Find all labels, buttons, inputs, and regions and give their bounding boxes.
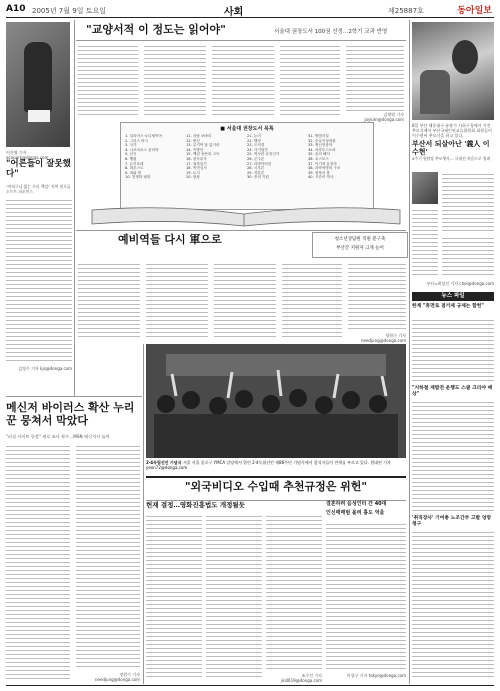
article1-body-col1 [78, 44, 138, 116]
article3-body-col5 [348, 262, 406, 332]
booklist-item: 37. 이기적 유전자 [308, 161, 337, 166]
booklist-item: 25. 역사란 무엇인가 [247, 152, 280, 157]
ad-subtitle: 부산간 지원자 크게 늘어 [336, 246, 384, 251]
article5-body-col1 [6, 444, 70, 680]
article2-subhead: "어처구니 없는 우리 책임" 지역 원로들 소프트 퍼포먼스 [6, 184, 71, 194]
booklist-item: 40. 시간의 역사 [308, 175, 334, 180]
booklist-item: 33. 정신현상학 [308, 143, 333, 148]
booklist-item: 6. 햄릿 [125, 156, 137, 161]
article6-subhead: 헌재 결정…영화진흥법도 개정될듯 [146, 501, 245, 509]
booklist-item: 28. 국부론 [247, 166, 265, 171]
article5-byline: 정원수 기자 needjung@donga.com [94, 672, 140, 682]
article4-body-col1 [442, 172, 494, 232]
news-file-item3-title: '취직장사' 기여총 노조간부 고발 엉망 청구 [412, 516, 492, 527]
article3-body-col3 [214, 262, 276, 338]
photo-caption-label: 2·4독립선언 기념식 [146, 460, 182, 465]
article1-body-col5 [346, 44, 404, 112]
booklist-column [308, 134, 369, 180]
newspaper-logo: 동아일보 [457, 6, 492, 16]
article3-body-col4 [282, 262, 342, 338]
article1-subhead: 서울대 권장도서 100권 선정…2학기 교과 반영 [274, 29, 388, 35]
booklist-item: 14. 이방인 [186, 147, 204, 152]
page-number: A10 [6, 4, 26, 14]
booklist-item: 29. 자본론 [247, 170, 265, 175]
booklist-column [186, 134, 247, 180]
booklist-item: 7. 돈키호테 [125, 161, 144, 166]
article3-body-col1 [78, 262, 140, 338]
booklist-title: ■ 서울대 권장도서 목록 [220, 126, 274, 132]
booklist-item: 23. 도덕경 [247, 143, 265, 148]
booklist-item: 11. 마담 보바리 [186, 134, 212, 138]
booklist-item: 16. 삼국유사 [186, 156, 207, 161]
booklist-item: 35. 꿈의 해석 [308, 152, 330, 157]
news-file-item1-body [412, 318, 494, 382]
booklist-item: 2. 그리스 비극 [125, 138, 149, 143]
article7-headline: 결혼하려 음성인터 간 40대 [326, 501, 387, 507]
section-title: 사회 [224, 7, 244, 18]
booklist-item: 8. 파우스트 [125, 166, 144, 171]
article1-headline: "교양서적 이 정도는 읽어야" [86, 23, 226, 36]
booklist-item: 3. 국가 [125, 143, 137, 148]
booklist-item: 24. 사기열전 [247, 147, 268, 152]
news-file-item3-body [412, 530, 494, 680]
right-photo-caption: 8일 부산 해운대구 유흥가 사하구청에서 가진 추모식에서 부산국제인권교류위원회 회원들이 이수현씨 추모식을 하고 있다. [412, 123, 492, 138]
booklist-item: 22. 맹자 [247, 138, 261, 143]
booklist-item: 30. 종의 기원 [247, 175, 269, 180]
article4-headline: 부산서 되살아난 '義人 이수현' [412, 140, 490, 157]
article4-body-col3 [442, 236, 494, 278]
open-book-icon [88, 206, 404, 228]
article6-byline: 조수진 기자 jin0619@donga.com [280, 673, 322, 683]
photo-caption-text: 서울 서울 종로구 YMCA 강당에서 열린 2·4독립선언 제86주년 기념식에서 참석자들이 만세를 부르고 있다. 원대연 기자 yeon72@donga.com [146, 460, 391, 470]
booklist-item: 9. 죄와 벌 [125, 170, 142, 175]
news-file-item2-body [412, 400, 494, 512]
ad-title: 청소년상담원 직원 분구축 [334, 237, 386, 242]
article6-headline: "외국비디오 수입때 추천규정은 위헌" [184, 480, 368, 493]
booklist-item: 17. 열하일기 [186, 161, 207, 166]
article1-body-col4 [280, 44, 340, 116]
article6-headline-box [146, 476, 406, 501]
booklist-item: 39. 침묵의 봄 [308, 170, 330, 175]
article4-subhead: 4주기 원탑장 추모행사… 국내선 처음으로 열려 [412, 156, 491, 161]
article1-body-col3 [212, 44, 274, 116]
article6-body-col2 [206, 514, 262, 680]
page-header [6, 3, 494, 18]
article4-byline: 부산=최성진 기자 choi@donga.com [426, 281, 494, 286]
article1-body-col2 [144, 44, 206, 116]
article7-subhead: 인신매매범 몰려 흉도 억울 [326, 510, 385, 516]
booklist-item: 4. 니코마코스 윤리학 [125, 147, 159, 152]
portrait-figure [452, 40, 478, 74]
article5-headline: 메신저 바이러스 확산 누리꾼 뭉쳐서 막았다 [6, 401, 135, 427]
booklist-item: 10. 전쟁과 평화 [125, 175, 151, 180]
left-photo-caption: 이진영 기자 ecopark@donga.com [6, 150, 49, 160]
news-file-item1-title: 한계 "휴면로 점거제 규제는 합헌" [412, 304, 484, 309]
article2-byline: 김정수 기자 kjs@donga.com [18, 366, 72, 371]
article7-body [326, 522, 406, 672]
booklist-item: 26. 군주론 [247, 156, 265, 161]
booklist-item: 20. 광장 [186, 175, 200, 180]
crowd-illustration [146, 344, 406, 458]
news-file-label: 뉴스 파일 [412, 292, 494, 301]
booklist-item: 15. 백년 동안의 고독 [186, 152, 220, 157]
article3-headline: 예비역들 다시 軍으로 [118, 233, 222, 246]
article3-byline: 정원수 기자 needjung@donga.com [360, 333, 406, 343]
article2-headline: "어른들이 잘못했다" [6, 159, 71, 179]
booklist-item: 5. 신곡 [125, 152, 137, 157]
article6-body-col1 [146, 514, 202, 680]
issue-number: 제25887호 [388, 7, 424, 15]
book-illustration [88, 206, 404, 228]
article5-subhead: "피싱 사이트 등장" 새로 조사 착수…MSN 메신저서 늘어 [6, 434, 110, 439]
center-photo [146, 344, 406, 458]
ad-box [312, 232, 408, 258]
right-photo [412, 22, 494, 120]
booklist-columns [121, 132, 373, 182]
booklist-item: 32. 순수이성비판 [308, 138, 336, 143]
booklist-item: 36. 코스모스 [308, 156, 329, 161]
booklist-item: 27. 리바이어던 [247, 161, 272, 166]
article5-body-col2 [76, 444, 140, 670]
booklist-item: 19. 토지 [186, 170, 200, 175]
booklist-item: 38. 과학혁명의 구조 [308, 166, 341, 171]
booklist-item: 1. 일리아스·오디세이아 [125, 134, 162, 138]
photo-caption [146, 460, 406, 472]
article4-body-col2 [412, 208, 438, 278]
booklist-column [125, 134, 186, 180]
booklist-item: 13. 무기여 잘 있거라 [186, 143, 220, 148]
article6-body-col3 [266, 514, 322, 672]
booklist-item: 34. 차라투스트라 [308, 147, 336, 152]
booklist-item: 12. 변신 [186, 138, 200, 143]
issue-date: 2005년 7월 9일 토요일 [32, 7, 106, 15]
article4-portrait [412, 172, 438, 204]
booklist-item: 21. 논어 [247, 134, 261, 138]
reading-figure [24, 42, 52, 112]
news-file-item2-title: "지하철 재발전 운행도 스쿨 크리야 배상" [412, 386, 493, 397]
article1-byline: 김재영 기자 jaykim@donga.com [364, 112, 404, 122]
booklist-item: 31. 방법서설 [308, 134, 329, 138]
left-photo [6, 22, 70, 147]
booklist-item: 18. 목민심서 [186, 166, 207, 171]
article7-byline: 이성구 기자 tokyo@donga.com [346, 673, 406, 678]
booklist-box [120, 122, 374, 210]
article2-body [6, 198, 72, 364]
booklist-column [247, 134, 308, 180]
article3-body-col2 [146, 262, 208, 338]
